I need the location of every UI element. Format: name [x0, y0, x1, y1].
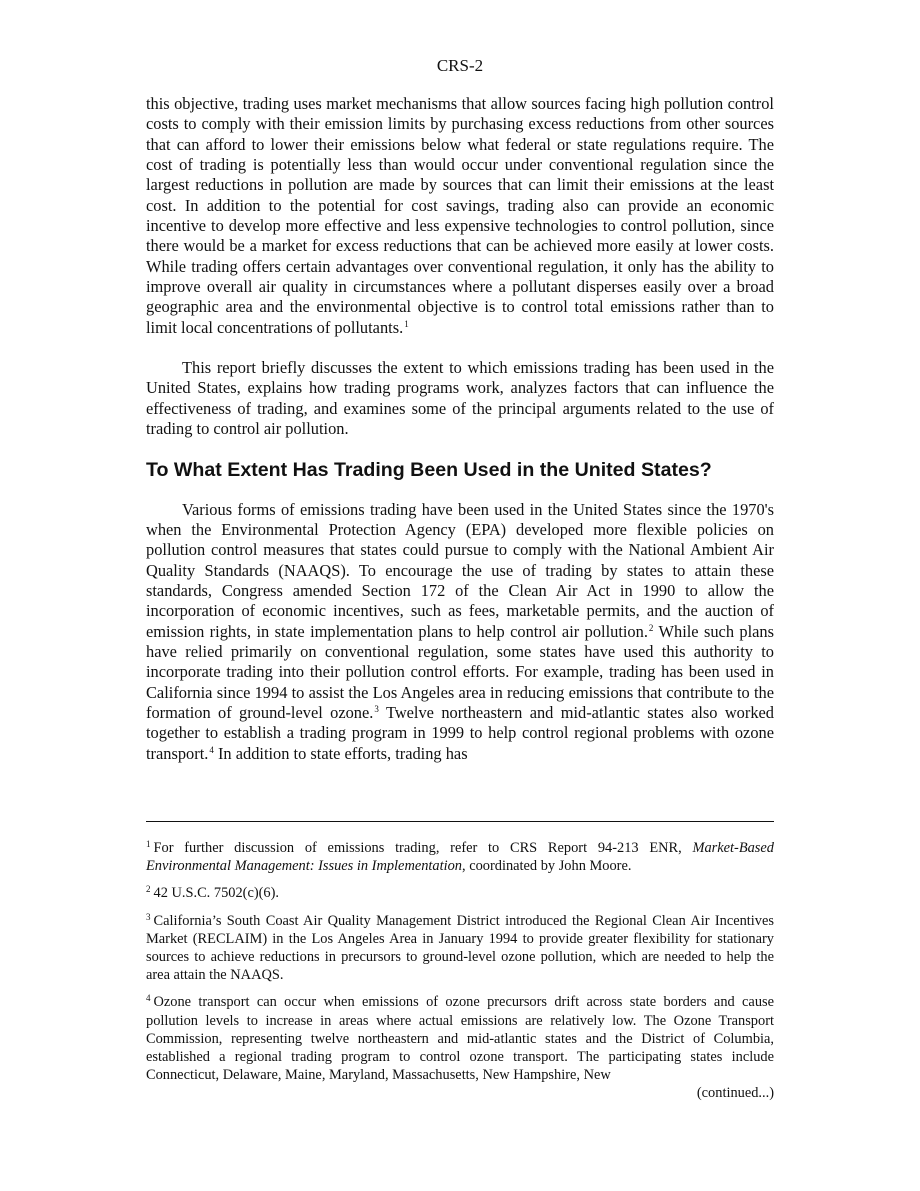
footnote-1-number: 1 — [146, 839, 151, 849]
footnotes — [146, 839, 774, 1103]
paragraph-3-text-b: While such plans have relied primarily on conventional regulation, some states have used this authority to incorporate trading into their pollution control efforts. For example, trading has been used in California since 1994 to assist the Los Angeles area in reducing emissions that contribute to the formation of ground-level ozone. — [146, 621, 775, 722]
footnote-3 — [146, 912, 774, 985]
paragraph-1-text: this objective, trading uses market mechanisms that allow sources facing high pollution control costs to comply with their emission limits by purchasing excess reductions from other sources that can afford to lower their emissions below what federal or state regulations require. The cost of trading is potentially less than would occur under conventional regulation since the largest reductions in pollution are made by sources that can limit their emissions at the least cost. In addition to the potential for cost savings, trading also can provide an economic incentive to develop more effective and less expensive technologies to control pollution, since there would be a market for excess reductions that can be achieved more easily at lower costs. While trading offers certain advantages over conventional regulation, it only has the ability to improve overall air quality in circumstances where a pollutant disperses easily over a broad geographic area and the environmental objective is to control total emissions rather than to limit local concentrations of pollutants. — [146, 94, 774, 337]
footnote-2 — [146, 884, 774, 902]
paragraph-gap — [146, 338, 774, 358]
footnote-ref-3[interactable]: 3 — [374, 703, 379, 714]
footnote-1-text-b: , coordinated by John Moore. — [462, 858, 632, 875]
footnote-ref-2[interactable]: 2 — [648, 622, 654, 633]
paragraph-3-text-d: In addition to state efforts, trading has — [213, 743, 468, 763]
paragraph-1 — [146, 94, 774, 338]
footnote-2-text: 42 U.S.C. 7502(c)(6). — [153, 885, 280, 902]
running-header: CRS-2 — [436, 56, 484, 75]
footnote-4 — [146, 993, 774, 1084]
paragraph-3 — [146, 500, 774, 764]
continued-note: (continued...) — [696, 1085, 774, 1102]
body-text — [146, 94, 774, 764]
section-heading: To What Extent Has Trading Been Used in the United States? — [146, 458, 712, 481]
footnote-4-number: 4 — [146, 993, 151, 1004]
footnote-3-number: 3 — [146, 911, 151, 922]
footnote-divider — [146, 821, 774, 822]
footnote-1-title: Market-Based Environmental Management: Issues in Implementation — [146, 840, 774, 875]
paragraph-3-text-a: Various forms of emissions trading have been used in the United States since the 1970's when the Environmental Protection Agency (EPA) developed more flexible policies on pollution control measures that states could pursue to comply with the National Ambient Air Quality Standards (NAAQS). To encourage the use of trading by states to attain these standards, Congress amended Section 172 of the Clean Air Act in 1990 to allow the incorporation of economic incentives, such as fees, marketable permits, and the auction of emission rights, in state implementation plans to help control air pollution. — [146, 499, 774, 641]
footnote-ref-4[interactable]: 4 — [209, 744, 214, 755]
paragraph-3-text-c: Twelve northeastern and mid-atlantic states also worked together to establish a trading program in 1999 to help control regional problems with ozone transport. — [146, 702, 774, 763]
footnote-4-text: Ozone transport can occur when emissions of ozone precursors drift across state borders and cause pollution levels to increase in areas where actual emissions are relatively low. The Ozone Transport Commission, representing twelve northeastern and mid-atlantic states and the District of Columbia, established a regional trading program to control ozone transport. The participating states include Connecticut, Delaware, Maine, Maryland, Massachusetts, New Hampshire, New — [146, 994, 774, 1084]
paragraph-2: This report briefly discusses the extent to which emissions trading has been used in the United States, explains how trading programs work, analyzes factors that can influence the effectiveness of trading, and examines some of the principal arguments related to the use of trading to control air pollution. — [146, 358, 774, 439]
footnote-1 — [146, 839, 774, 875]
footnote-ref-1[interactable]: 1 — [404, 318, 409, 329]
footnote-2-number: 2 — [146, 884, 151, 895]
footnote-3-text: California’s South Coast Air Quality Management District introduced the Regional Clean Air Incentives Market (RECLAIM) in the Los Angeles Area in January 1994 to provide greater flexibility for stationary sources to achieve reductions in precursors to ground-level ozone pollution, which are needed to help the area attain the NAAQS. — [146, 912, 774, 984]
footnote-1-text-a: For further discussion of emissions trading, refer to CRS Report 94-213 ENR, — [153, 840, 693, 856]
